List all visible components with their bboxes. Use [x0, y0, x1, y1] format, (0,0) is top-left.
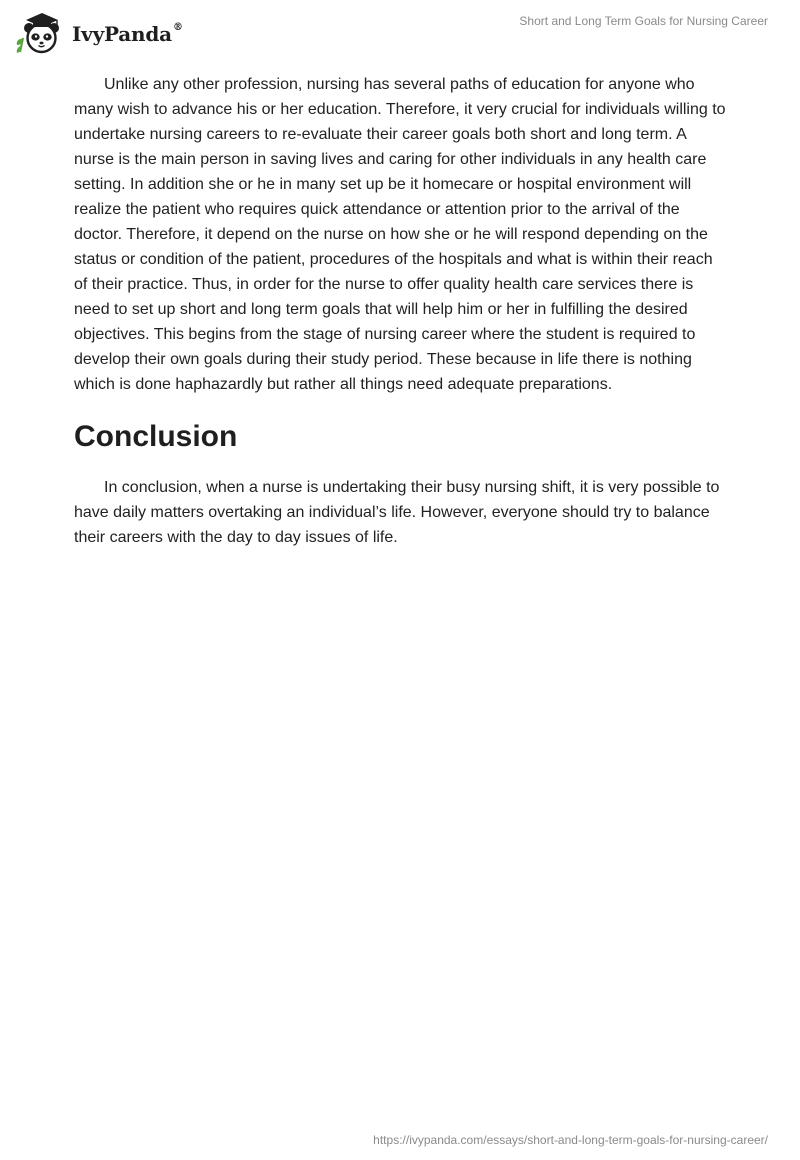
ivypanda-logo[interactable]: [14, 8, 183, 56]
panda-graduate-icon: [14, 8, 66, 56]
logo-wordmark-text: IvyPanda: [72, 22, 172, 46]
body-paragraph-1: Unlike any other profession, nursing has several paths of education for anyone who many wish to advance his or her education. Therefore, it very crucial for individuals willing to undertake nursing careers to re-evaluate their career goals both short and long term. A nurse is the main person in saving lives and caring for other individuals in any health care setting. In addition she or he in many set up be it homecare or hospital environment will realize the patient who requires quick attendance or attention prior to the arrival of the doctor. Therefore, it depend on the nurse on how she or he will respond depending on the status or condition of the patient, procedures of the hospitals and what is within their reach of their practice. Thus, in order for the nurse to offer quality health care services there is need to set up short and long term goals that will help him or her in fulfilling the desired objectives. This begins from the stage of nursing career where the student is required to develop their own goals during their study period. These because in life there is nothing which is done haphazardly but rather all things need adequate preparations.: [74, 76, 726, 393]
registered-mark: ®: [172, 22, 183, 34]
source-url[interactable]: https://ivypanda.com/essays/short-and-long-term-goals-for-nursing-career/: [373, 1133, 768, 1147]
logo-wordmark: [72, 22, 183, 46]
conclusion-heading: Conclusion: [74, 420, 238, 453]
essay-body: [74, 72, 730, 550]
document-title: Short and Long Term Goals for Nursing Career: [519, 14, 768, 28]
conclusion-paragraph: In conclusion, when a nurse is undertaking their busy nursing shift, it is very possible to have daily matters overtaking an individual’s life. However, everyone should try to balance their careers with the day to day issues of life.: [74, 479, 720, 546]
